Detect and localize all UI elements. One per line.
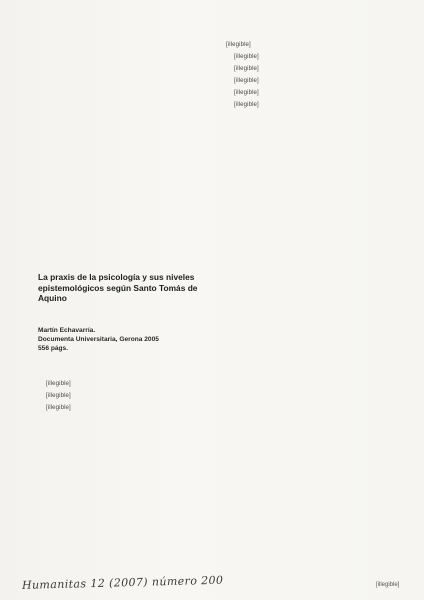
left-column [38,272,218,415]
body-paragraph: [illegible] [234,65,259,72]
body-paragraph: [illegible] [234,53,259,60]
handwritten-citation: Humanitas 12 (2007) número 200 [21,573,224,592]
body-paragraph: [illegible] [234,101,259,108]
book-details [38,326,218,353]
body-paragraph: [illegible] [234,77,259,84]
book-pages: 556 págs. [38,344,69,352]
body-paragraph: [illegible] [46,391,71,399]
body-paragraph: [illegible] [234,89,259,96]
body-paragraph: [illegible] [226,41,251,48]
body-paragraph: [illegible] [46,403,71,411]
right-column [226,40,404,112]
book-author: Martín Echavarría. [38,326,96,334]
book-publisher: Documenta Universitaria, Gerona 2005 [38,335,159,343]
review-title: La praxis de la psicología y sus niveles epistemológicos según Santo Tomás de Aquino [38,272,198,303]
page-number: [illegible] [376,582,400,588]
body-paragraph: [illegible] [46,379,71,387]
